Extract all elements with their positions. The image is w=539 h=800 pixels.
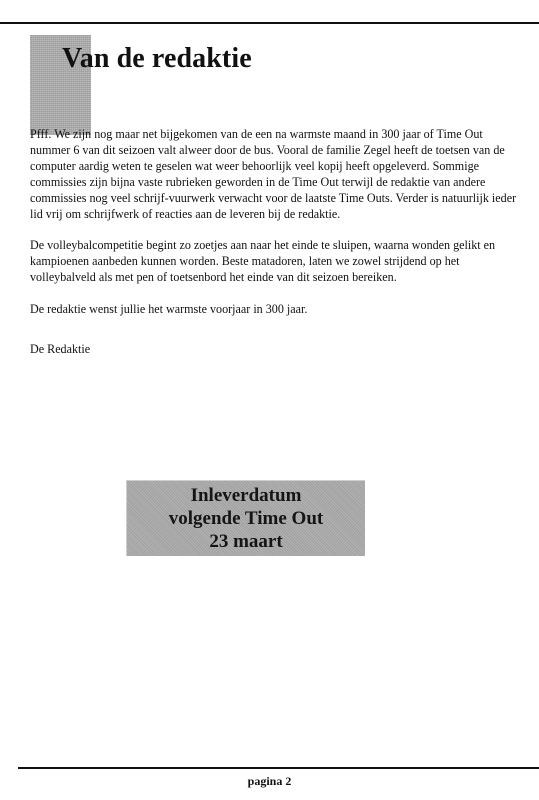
signature: De Redaktie	[30, 342, 91, 357]
deadline-box	[126, 480, 365, 556]
deadline-line-3: 23 maart	[209, 531, 283, 552]
paragraph: De redaktie wenst jullie het warmste voorjaar in 300 jaar.	[30, 302, 308, 317]
top-rule	[0, 22, 539, 24]
paragraph: De volleybalcompetitie begint zo zoetjes aan naar het einde te sluipen, waarna wonden gelikt en kampioenen aanbeden kunnen worden. Beste matadoren, laten we zowel strijdend op het volleybalveld als met pen of toetsenbord het einde van dit seizoen bereiken.	[30, 238, 496, 285]
article-body	[30, 127, 520, 374]
paragraph: Pfff. We zijn nog maar net bijgekomen van de een na warmste maand in 300 jaar of Time Out nummer 6 van dit seizoen valt alweer door de bus. Vooral de familie Zegel heeft de toetsen van de computer aardig weten te geselen wat weer behoorlijk veel kopij heeft opgeleverd. Sommige commissies zijn bijna vaste rubrieken geworden in de Time Out terwijl de redaktie van andere commissies nog veel schrijf-vuurwerk verwacht voor de laatste Time Outs. Verder is natuurlijk ieder lid vrij om schrijfwerk of reacties aan de leveren bij de redaktie.	[30, 127, 517, 221]
deadline-line-1: Inleverdatum	[190, 485, 302, 506]
bottom-rule	[18, 767, 539, 769]
page-title: Van de redaktie	[62, 43, 252, 74]
deadline-line-2: volgende Time Out	[168, 508, 324, 529]
page-number: pagina 2	[247, 774, 292, 788]
